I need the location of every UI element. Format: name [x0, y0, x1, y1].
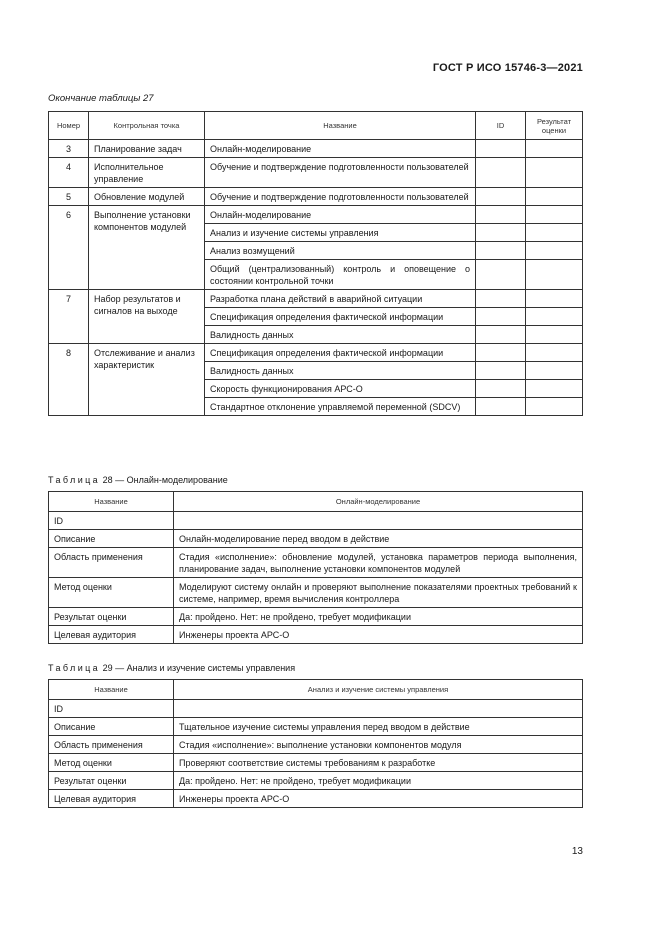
- table-row: [49, 754, 583, 772]
- result-cell: [526, 158, 583, 188]
- row-number: 3: [49, 140, 89, 158]
- table-row: [49, 578, 583, 608]
- document-standard-header: ГОСТ Р ИСО 15746-3—2021: [432, 62, 583, 74]
- checkpoint-cell: Выполнение установки компонентов модулей: [89, 206, 205, 290]
- row-value: Тщательное изучение системы управления перед вводом в действие: [174, 718, 583, 736]
- table-27-header-row: [49, 112, 583, 140]
- row-value: Инженеры проекта АРС-О: [174, 790, 583, 808]
- name-cell: Онлайн-моделирование: [205, 206, 476, 224]
- id-cell: [476, 380, 526, 398]
- row-label: Область применения: [49, 736, 174, 754]
- table-row: [49, 790, 583, 808]
- table-row: [49, 530, 583, 548]
- table-27-caption: Окончание таблицы 27: [48, 93, 154, 104]
- table-28-caption-title: 28 — Онлайн-моделирование: [100, 475, 228, 485]
- row-value: Проверяют соответствие системы требованиям к разработке: [174, 754, 583, 772]
- table-28-header-row: [49, 492, 583, 512]
- table-29: [48, 679, 583, 808]
- table-row: [49, 772, 583, 790]
- id-cell: [476, 224, 526, 242]
- table-29-caption-prefix: Таблица: [48, 663, 101, 673]
- id-cell: [476, 260, 526, 290]
- row-label: Результат оценки: [49, 772, 174, 790]
- row-number: 6: [49, 206, 89, 290]
- result-cell: [526, 140, 583, 158]
- name-cell: Спецификация определения фактической информации: [205, 344, 476, 362]
- name-cell: Валидность данных: [205, 326, 476, 344]
- checkpoint-cell: Отслеживание и анализ характеристик: [89, 344, 205, 416]
- column-header-value: Анализ и изучение системы управления: [174, 680, 583, 700]
- row-label: Целевая аудитория: [49, 790, 174, 808]
- column-header-number: Номер: [49, 112, 89, 140]
- id-cell: [476, 242, 526, 260]
- row-value: Инженеры проекта АРС-О: [174, 626, 583, 644]
- table-row: [49, 344, 583, 362]
- id-cell: [476, 308, 526, 326]
- row-number: 7: [49, 290, 89, 344]
- name-cell: Скорость функционирования АРС-О: [205, 380, 476, 398]
- table-row: [49, 608, 583, 626]
- table-row: [49, 548, 583, 578]
- name-cell: Обучение и подтверждение подготовленности пользователей: [205, 188, 476, 206]
- name-cell: Анализ возмущений: [205, 242, 476, 260]
- result-cell: [526, 206, 583, 224]
- id-cell: [476, 188, 526, 206]
- result-cell: [526, 188, 583, 206]
- row-label: ID: [49, 700, 174, 718]
- checkpoint-cell: Обновление модулей: [89, 188, 205, 206]
- row-label: Описание: [49, 530, 174, 548]
- row-label: ID: [49, 512, 174, 530]
- table-row: [49, 290, 583, 308]
- row-value: Да: пройдено. Нет: не пройдено, требует модификации: [174, 772, 583, 790]
- table-row: [49, 206, 583, 224]
- result-cell: [526, 344, 583, 362]
- name-cell: Стандартное отклонение управляемой переменной (SDCV): [205, 398, 476, 416]
- table-29-caption: [48, 663, 295, 673]
- table-row: [49, 140, 583, 158]
- row-label: Область применения: [49, 548, 174, 578]
- table-28: [48, 491, 583, 644]
- result-cell: [526, 260, 583, 290]
- table-row: [49, 718, 583, 736]
- row-label: Описание: [49, 718, 174, 736]
- table-28-caption-prefix: Таблица: [48, 475, 101, 485]
- name-cell: Онлайн-моделирование: [205, 140, 476, 158]
- name-cell: Валидность данных: [205, 362, 476, 380]
- name-cell: Обучение и подтверждение подготовленности пользователей: [205, 158, 476, 188]
- row-number: 5: [49, 188, 89, 206]
- table-row: [49, 700, 583, 718]
- table-29-header-row: [49, 680, 583, 700]
- row-number: 4: [49, 158, 89, 188]
- checkpoint-cell: Исполнительное управление: [89, 158, 205, 188]
- row-label: Метод оценки: [49, 754, 174, 772]
- id-cell: [476, 206, 526, 224]
- row-value: Моделируют систему онлайн и проверяют выполнение показателями проектных требований к системе, например, время вычисления контроллера: [174, 578, 583, 608]
- id-cell: [476, 326, 526, 344]
- name-cell: Анализ и изучение системы управления: [205, 224, 476, 242]
- name-cell: Спецификация определения фактической информации: [205, 308, 476, 326]
- column-header-value: Онлайн-моделирование: [174, 492, 583, 512]
- column-header-id: ID: [476, 112, 526, 140]
- result-cell: [526, 362, 583, 380]
- id-cell: [476, 158, 526, 188]
- name-cell: Разработка плана действий в аварийной ситуации: [205, 290, 476, 308]
- row-value: Стадия «исполнение»: выполнение установки компонентов модуля: [174, 736, 583, 754]
- row-label: Целевая аудитория: [49, 626, 174, 644]
- id-cell: [476, 398, 526, 416]
- result-cell: [526, 326, 583, 344]
- column-header-name: Название: [205, 112, 476, 140]
- row-value: [174, 700, 583, 718]
- row-label: Результат оценки: [49, 608, 174, 626]
- id-cell: [476, 140, 526, 158]
- row-value: Да: пройдено. Нет: не пройдено, требует модификации: [174, 608, 583, 626]
- table-27: [48, 111, 583, 416]
- id-cell: [476, 344, 526, 362]
- table-29-caption-title: 29 — Анализ и изучение системы управления: [100, 663, 296, 673]
- row-value: Онлайн-моделирование перед вводом в действие: [174, 530, 583, 548]
- result-cell: [526, 398, 583, 416]
- name-cell: Общий (централизованный) контроль и оповещение о состоянии контрольной точки: [205, 260, 476, 290]
- table-row: [49, 736, 583, 754]
- result-cell: [526, 380, 583, 398]
- checkpoint-cell: Набор результатов и сигналов на выходе: [89, 290, 205, 344]
- row-value: [174, 512, 583, 530]
- id-cell: [476, 290, 526, 308]
- table-28-caption: [48, 475, 228, 485]
- table-row: [49, 188, 583, 206]
- column-header-checkpoint: Контрольная точка: [89, 112, 205, 140]
- column-header-result: Результат оценки: [526, 112, 583, 140]
- row-label: Метод оценки: [49, 578, 174, 608]
- row-number: 8: [49, 344, 89, 416]
- row-value: Стадия «исполнение»: обновление модулей, установка параметров периода выполнения, планирование задач, выполнение установки компонентов модулей: [174, 548, 583, 578]
- page-number: 13: [571, 846, 583, 857]
- table-row: [49, 512, 583, 530]
- column-header-name: Название: [49, 680, 174, 700]
- table-row: [49, 626, 583, 644]
- column-header-name: Название: [49, 492, 174, 512]
- checkpoint-cell: Планирование задач: [89, 140, 205, 158]
- result-cell: [526, 290, 583, 308]
- id-cell: [476, 362, 526, 380]
- result-cell: [526, 242, 583, 260]
- table-row: [49, 158, 583, 188]
- result-cell: [526, 224, 583, 242]
- result-cell: [526, 308, 583, 326]
